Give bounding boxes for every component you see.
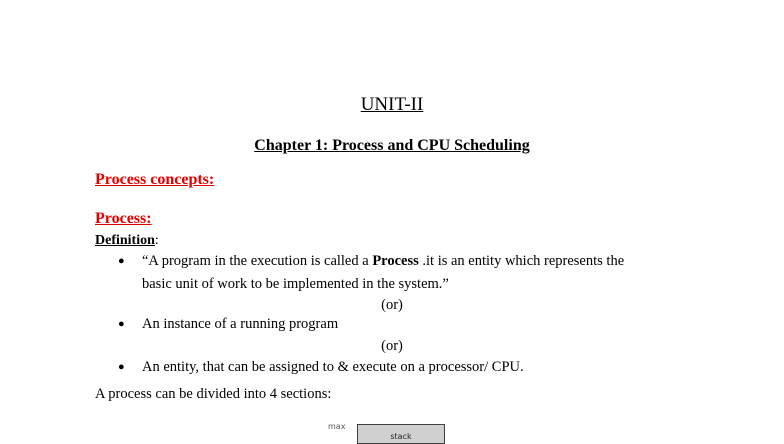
- diagram-stack-label: stack: [390, 432, 412, 441]
- definition-heading: [95, 233, 159, 249]
- unit-title: UNIT-II: [360, 94, 424, 115]
- bullet-1-prefix: “A program in the execution is called a: [142, 253, 373, 269]
- bullet-1-line-1: [142, 253, 624, 270]
- diagram-stack-box: [357, 424, 445, 444]
- bullet-3-text: An entity, that can be assigned to & execute on a processor/ CPU.: [142, 359, 524, 375]
- bullet-icon: ●: [118, 255, 125, 267]
- definition-label: Definition: [95, 233, 155, 248]
- bullet-1-suffix: .it is an entity which represents the: [418, 253, 625, 269]
- sections-intro-text: A process can be divided into 4 sections:: [95, 386, 332, 402]
- subsection-heading-process: Process:: [95, 210, 152, 227]
- bullet-icon: ●: [118, 318, 125, 330]
- bullet-icon: ●: [118, 361, 125, 373]
- diagram-max-label: max: [328, 422, 346, 431]
- bullet-1-line-2: basic unit of work to be implemented in the system.”: [142, 276, 449, 292]
- definition-colon: :: [154, 233, 159, 248]
- bullet-1-bold-term: Process: [372, 253, 419, 269]
- or-separator-1: (or): [381, 297, 403, 313]
- or-separator-2: (or): [381, 338, 403, 354]
- bullet-2-text: An instance of a running program: [142, 316, 339, 332]
- chapter-title: Chapter 1: Process and CPU Scheduling: [254, 137, 530, 154]
- section-heading-process-concepts: Process concepts:: [95, 171, 215, 188]
